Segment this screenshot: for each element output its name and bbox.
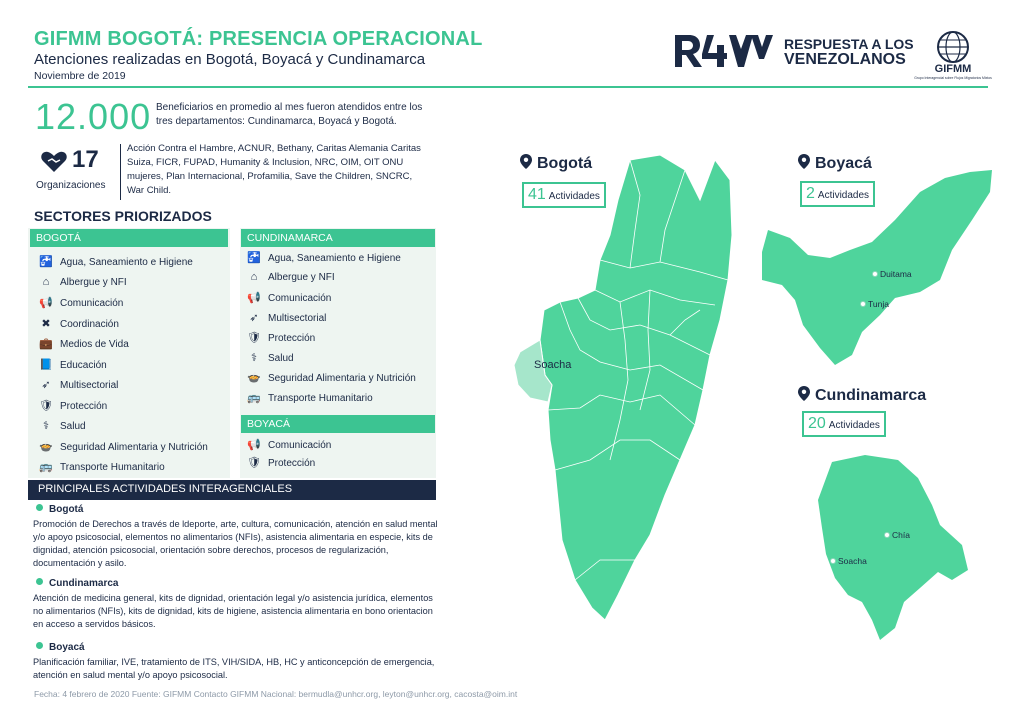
beneficiaries-count: 12.000: [35, 96, 152, 137]
activity-region-cundinamarca: [36, 578, 118, 589]
sector-item: [36, 399, 107, 412]
sector-item-label: Albergue y NFI: [268, 272, 335, 283]
city-marker: [830, 558, 836, 564]
sector-item: [244, 371, 416, 384]
gifmm-logo: [914, 28, 992, 84]
sector-header-cundinamarca: CUNDINAMARCA: [241, 229, 435, 247]
sector-item-label: Transporte Humanitario: [268, 393, 373, 404]
sector-item-label: Multisectorial: [60, 380, 119, 391]
bullet-dot: [36, 578, 43, 585]
sector-item-label: Coordinación: [60, 318, 119, 330]
protection-icon: 🛡: [247, 332, 261, 344]
food-security-icon: 🍲: [247, 372, 261, 384]
sector-item: [244, 331, 315, 344]
sector-item: [244, 311, 326, 324]
report-date: Noviembre de 2019: [34, 70, 126, 82]
protection-icon: 🛡: [39, 399, 53, 412]
city-soacha: [830, 556, 867, 566]
sector-item-label: Educación: [60, 359, 107, 371]
bogota-activities-box: [522, 182, 606, 208]
bullet-dot: [36, 642, 43, 649]
organizations-label: Organizaciones: [36, 180, 106, 191]
transport-icon: 🚌: [247, 392, 261, 404]
organizations-divider: [120, 144, 121, 200]
cundinamarca-activities-unit: Actividades: [828, 420, 880, 431]
bogota-map: [514, 155, 732, 620]
bogota-name: Bogotá: [537, 155, 593, 172]
cundinamarca-map-label: [798, 386, 926, 405]
boyaca-map-label: [798, 154, 872, 173]
sector-item: [244, 391, 373, 404]
footer-source: Fecha: 4 febrero de 2020 Fuente: GIFMM Contacto GIFMM Nacional: bermudla@unhcr.org, leyton@unhcr.org, cacosta@oim.int: [34, 689, 518, 699]
city-label: Duitama: [880, 269, 912, 279]
city-label: Chía: [892, 530, 910, 540]
organizations-list: Acción Contra el Hambre, ACNUR, Bethany, Caritas Alemania Caritas Suiza, FICR, FUPAD, Humanity & Inclusion, NRC, OIM, OIT ONU mujeres, Plan Internacional, Profamilia, Save the Children, SNCRC, War Child.: [127, 143, 421, 196]
multisector-icon: ➶: [41, 379, 51, 391]
sector-item: [36, 317, 119, 330]
bogota-activities-unit: Actividades: [548, 191, 600, 202]
sector-item-label: Agua, Saneamiento e Higiene: [268, 253, 401, 264]
activity-region-label: Boyacá: [49, 642, 85, 653]
sector-item-label: Salud: [60, 421, 86, 432]
boyaca-map: [762, 170, 992, 365]
sector-item: [244, 351, 294, 364]
activity-text-bogota: Promoción de Derechos a través de ldeporte, arte, cultura, comunicación, atención en salud mental y/o apoyo psicosocial, elementos no alimentarios (NFIs), asistencia alimentaria en especie, kits de dignidad, atención psicosocial, orientación sobre derechos, procesos de regularización, documentación y asilo.: [33, 519, 438, 568]
sector-item-label: Agua, Saneamiento e Higiene: [60, 257, 193, 268]
cundinamarca-activities-count: 20: [808, 415, 826, 432]
activities-header: PRINCIPALES ACTIVIDADES INTERAGENCIALES: [28, 480, 436, 500]
sector-item-label: Albergue y NFI: [60, 276, 127, 288]
sector-item: [244, 251, 401, 264]
city-chia: [884, 530, 910, 540]
location-pin-icon: [520, 154, 532, 169]
sector-item-label: Seguridad Alimentaria y Nutrición: [268, 373, 416, 384]
sector-item: [244, 291, 331, 304]
wash-icon: 🚰: [39, 256, 53, 268]
city-marker: [872, 271, 878, 277]
sector-item: [36, 296, 123, 309]
city-tunja: [860, 299, 889, 309]
handshake-heart-icon: [40, 150, 68, 174]
sector-item: [244, 271, 335, 283]
protection-icon: 🛡: [247, 457, 261, 469]
r4v-logo: [673, 29, 777, 71]
communication-icon: 📢: [39, 297, 53, 309]
boyaca-name: Boyacá: [815, 155, 872, 172]
sector-item-label: Comunicación: [268, 293, 332, 304]
r4v-text-line-2: VENEZOLANOS: [784, 51, 906, 68]
sector-item-label: Protección: [60, 400, 108, 412]
page-title: GIFMM BOGOTÁ: PRESENCIA OPERACIONAL: [34, 28, 483, 50]
sector-item: [244, 438, 331, 451]
bogota-map-label: [520, 154, 592, 173]
cundinamarca-activities-box: [802, 411, 886, 437]
sector-item: [36, 419, 86, 432]
sector-item: [36, 460, 165, 473]
sector-item: [36, 337, 129, 350]
multisector-icon: ➶: [249, 312, 259, 324]
activity-region-boyaca: [36, 642, 85, 653]
sector-item-label: Comunicación: [268, 440, 332, 451]
health-icon: ⚕: [43, 420, 49, 432]
transport-icon: 🚌: [39, 461, 53, 473]
organizations-count: 17: [72, 146, 99, 173]
sectores-title: SECTORES PRIORIZADOS: [34, 208, 212, 224]
shelter-icon: ⌂: [42, 275, 50, 288]
cundinamarca-map: [818, 455, 968, 640]
sector-header-boyaca: BOYACÁ: [241, 415, 435, 433]
city-marker: [860, 301, 866, 307]
bullet-dot: [36, 504, 43, 511]
beneficiaries-description: Beneficiarios en promedio al mes fueron atendidos entre los tres departamentos: Cundinamarca, Boyacá y Bogotá.: [156, 102, 423, 127]
sector-item-label: Protección: [268, 333, 316, 344]
health-icon: ⚕: [251, 352, 257, 364]
sector-item-label: Seguridad Alimentaria y Nutrición: [60, 441, 208, 453]
coordination-icon: ✖: [41, 317, 51, 330]
wash-icon: 🚰: [247, 252, 261, 264]
page-subtitle: Atenciones realizadas en Bogotá, Boyacá y Cundinamarca: [34, 51, 426, 68]
boyaca-activities-box: [800, 181, 875, 207]
gifmm-logo-subtext: Grupo Interagencial sobre Flujos Migratorios Mixtos: [914, 76, 992, 80]
sector-item-label: Medios de Vida: [60, 339, 129, 350]
sector-item-label: Multisectorial: [268, 313, 327, 324]
city-label: Soacha: [838, 556, 867, 566]
sector-item: [36, 358, 107, 371]
boyaca-activities-count: 2: [806, 185, 815, 202]
gifmm-logo-text: GIFMM: [934, 63, 972, 75]
activity-region-bogota: [36, 504, 83, 515]
livelihood-icon: 💼: [39, 338, 53, 350]
soacha-map-tag: Soacha: [534, 359, 572, 371]
activity-region-label: Cundinamarca: [49, 578, 119, 589]
r4v-logo-text: [784, 36, 914, 68]
location-pin-icon: [798, 386, 810, 401]
sector-item: [244, 456, 315, 469]
header-divider: [28, 86, 988, 88]
food-security-icon: 🍲: [39, 440, 53, 453]
sector-item: [36, 378, 118, 391]
boyaca-activities-unit: Actividades: [817, 190, 870, 201]
sector-item: [36, 440, 208, 453]
activity-region-label: Bogotá: [49, 504, 84, 515]
communication-icon: 📢: [247, 439, 261, 451]
r4v-text-line-1: RESPUESTA A LOS: [784, 36, 914, 52]
cundinamarca-name: Cundinamarca: [815, 387, 927, 404]
sector-item-label: Comunicación: [60, 298, 124, 309]
city-label: Tunja: [868, 299, 889, 309]
activity-text-cundinamarca: Atención de medicina general, kits de dignidad, orientación legal y/o asistencia jurídica, elementos no alimentarios (NFIs), kits de dignidad, kits de higiene, asistencia alimentaria en bono orientacion en acceso a servidos básicos.: [33, 593, 433, 629]
bogota-activities-count: 41: [528, 186, 546, 203]
location-pin-icon: [798, 154, 810, 169]
shelter-icon: ⌂: [250, 271, 258, 283]
education-icon: 📘: [39, 358, 53, 371]
communication-icon: 📢: [247, 292, 261, 304]
sector-item: [36, 276, 127, 288]
city-marker: [884, 532, 890, 538]
sector-item: [36, 255, 193, 268]
sector-item-label: Transporte Humanitario: [60, 462, 165, 473]
sector-header-bogota: BOGOTÁ: [30, 229, 228, 247]
city-duitama: [872, 269, 912, 279]
sector-item-label: Protección: [268, 458, 316, 469]
activity-text-boyaca: Planificación familiar, IVE, tratamiento de ITS, VIH/SIDA, HB, HC y anticoncepción de emergencia, atención en salud mental y/o apoyo psicosocial.: [33, 657, 435, 680]
sector-item-label: Salud: [268, 353, 294, 364]
